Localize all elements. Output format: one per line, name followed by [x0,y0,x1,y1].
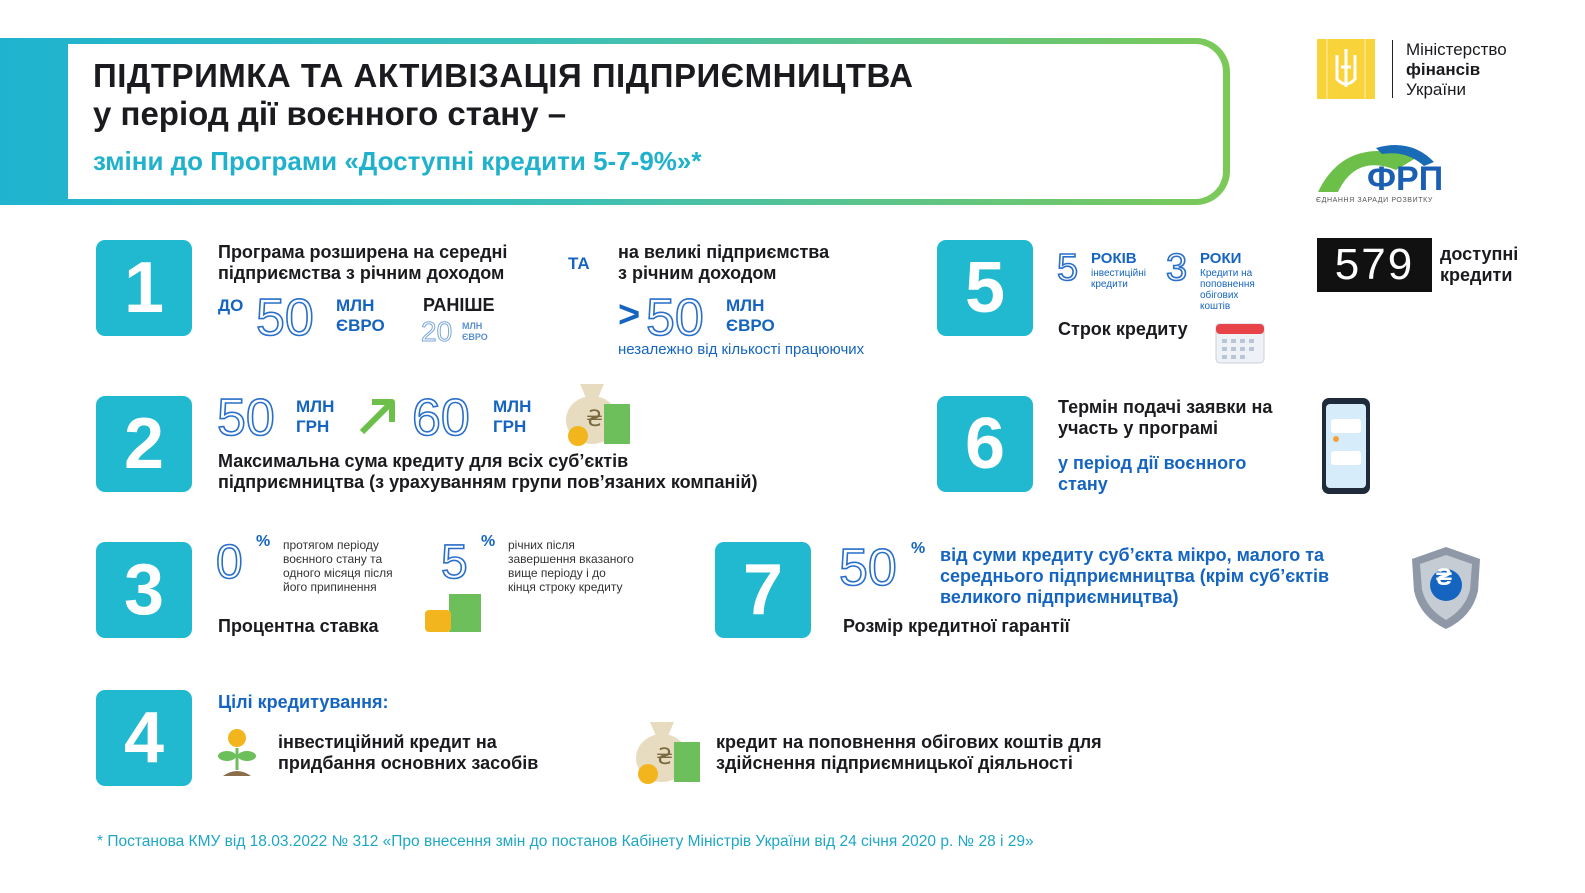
item5-k2: поповнення [1200,279,1255,290]
item7-value-50: 50 [839,539,897,597]
smartphone-icon [1321,397,1371,500]
579-caption-line1: доступні [1440,244,1519,264]
item7-line1: від суми кредиту суб’єкта мікро, малого та [940,545,1325,565]
item3-desc2-l4: кінця строку кредиту [508,580,623,594]
arrow-up-right-icon [358,396,398,441]
trident-emblem-icon [1317,39,1375,99]
item6-line2: участь у програмі [1058,418,1219,438]
item3-desc1-l2: воєнного стану та [283,552,383,566]
item5-inv [1091,268,1146,290]
item1-unit-b [726,296,775,336]
item6-line1: Термін подачі заявки на [1058,397,1273,417]
item4-a-line1: інвестиційний кредит на [278,732,497,752]
frp-tagline: ЄДНАННЯ ЗАРАДИ РОЗВИТКУ [1316,197,1433,204]
item1-mln-small: МЛН [462,321,483,331]
item2-mln2: МЛН [493,397,532,416]
item1-right-text [618,242,829,284]
item1-right-line1: на великі підприємства [618,242,830,262]
item7-line2: середнього підприємництва (крім суб’єктів [940,566,1330,586]
item5-inv1: інвестиційні [1091,268,1146,279]
logo-separator [1392,40,1393,98]
ministry-line3: України [1406,80,1466,99]
item2-line1: Максимальна сума кредиту для всіх суб’єктів [218,451,629,471]
item1-euro-b: ЄВРО [726,316,775,335]
item3-desc2 [508,538,634,594]
item2-text [218,451,757,493]
ministry-name [1406,40,1507,100]
item4-title: Цілі кредитування: [218,692,389,712]
item5-k3: обігових [1200,290,1239,301]
item2-value-60: 60 [412,389,470,447]
number-badge-5: 5 [937,240,1033,336]
item6-text [1058,397,1272,439]
item1-ranishe: РАНІШЕ [423,295,495,315]
item3-desc1-l1: протягом періоду [283,538,379,552]
item2-unit2 [493,397,531,437]
item1-euro-small: ЄВРО [462,332,488,342]
item4-a-line2: придбання основних засобів [278,753,539,773]
number-badge-3: 3 [96,542,192,638]
item1-mln-b: МЛН [726,296,765,315]
item1-value-50: 50 [256,289,314,347]
page-subtitle: зміни до Програми «Доступні кредити 5-7-9%»* [93,146,702,176]
item1-line1: Програма розширена на середні [218,242,508,262]
item5-k [1200,268,1255,312]
item1-note: незалежно від кількості працюючих [618,341,865,358]
item1-greater-than: > [618,294,641,336]
ministry-line2: фінансів [1406,60,1481,79]
item6-line4: стану [1058,474,1108,494]
number-badge-6: 6 [937,396,1033,492]
item1-value-50b: 50 [646,289,704,347]
item3-pct1: % [256,533,271,550]
item2-mln1: МЛН [296,397,335,416]
page-title: ПІДТРИМКА ТА АКТИВІЗАЦІЯ ПІДПРИЄМНИЦТВА [93,57,914,94]
item1-do: ДО [218,296,244,315]
money-bag-icon [558,374,634,451]
item3-value-0: 0 [216,536,243,589]
item7-pct: % [911,540,926,557]
item1-unit [336,296,385,336]
number-badge-1: 1 [96,240,192,336]
plant-coin-icon [217,726,257,783]
item5-value-5: 5 [1057,247,1079,289]
item4-b-text [716,732,1102,774]
item6-highlight [1058,453,1246,495]
item3-desc2-l3: вище періоду і до [508,566,606,580]
item1-line2: підприємства з річним доходом [218,263,505,283]
item3-value-5: 5 [441,536,468,589]
item3-label: Процентна ставка [218,616,379,636]
579-caption [1440,244,1540,286]
item2-line2: підприємництва (з урахуванням групи пов’язаних компаній) [218,472,758,492]
item4-b-line2: здійснення підприємницької діяльності [716,753,1073,773]
item6-line3: у період дії воєнного [1058,453,1247,473]
item5-value-3: 3 [1166,247,1188,289]
item1-value-20: 20 [421,316,453,347]
item7-line3: великого підприємництва) [940,587,1179,607]
item3-desc2-l2: завершення вказаного [508,552,634,566]
item4-a-text [278,732,538,774]
item3-desc2-l1: річних після [508,538,575,552]
ministry-line1: Міністерство [1406,40,1507,59]
item5-label: Строк кредиту [1058,319,1188,339]
item5-k4: коштів [1200,301,1231,312]
calendar-icon [1215,320,1265,369]
item5-k1: Кредити на [1200,268,1253,279]
item3-desc1-l4: його припинення [283,580,377,594]
item5-rokiv: РОКІВ [1091,250,1137,267]
page-title-line2: у період дії воєнного стану – [93,95,567,132]
item1-unit-small [462,321,488,343]
579-logo: 579 [1317,238,1432,292]
579-caption-line2: кредити [1440,265,1513,285]
item7-label: Розмір кредитної гарантії [843,616,1070,636]
item3-desc1-l3: одного місяця після [283,566,393,580]
number-badge-2: 2 [96,396,192,492]
coins-cash-icon [423,592,483,639]
item5-inv2: кредити [1091,279,1128,290]
item1-mln: МЛН [336,296,375,315]
shield-hryvnia-sign: ₴ [1436,564,1453,591]
svg-text:₴: ₴ [586,407,604,432]
item2-value-50: 50 [217,389,275,447]
number-badge-4: 4 [96,690,192,786]
item1-text [218,242,507,284]
frp-name: ФРП [1367,160,1444,198]
item1-right-line2: з річним доходом [618,263,777,283]
item1-ta: ТА [568,254,590,273]
number-badge-7: 7 [715,542,811,638]
item2-grn2: ГРН [493,417,527,436]
item3-desc1 [283,538,393,594]
svg-text:₴: ₴ [656,745,674,770]
item2-unit1 [296,397,334,437]
item7-text [940,545,1329,608]
item2-grn1: ГРН [296,417,330,436]
footnote: * Постанова КМУ від 18.03.2022 № 312 «Про внесення змін до постанов Кабінету Міністрів України від 24 січня 2020 р. № 28 і 29» [97,833,1034,850]
item5-roky: РОКИ [1200,250,1242,267]
item3-pct2: % [481,533,496,550]
item4-b-line1: кредит на поповнення обігових коштів для [716,732,1102,752]
money-bag-cash-icon [628,712,704,789]
item1-euro: ЄВРО [336,316,385,335]
